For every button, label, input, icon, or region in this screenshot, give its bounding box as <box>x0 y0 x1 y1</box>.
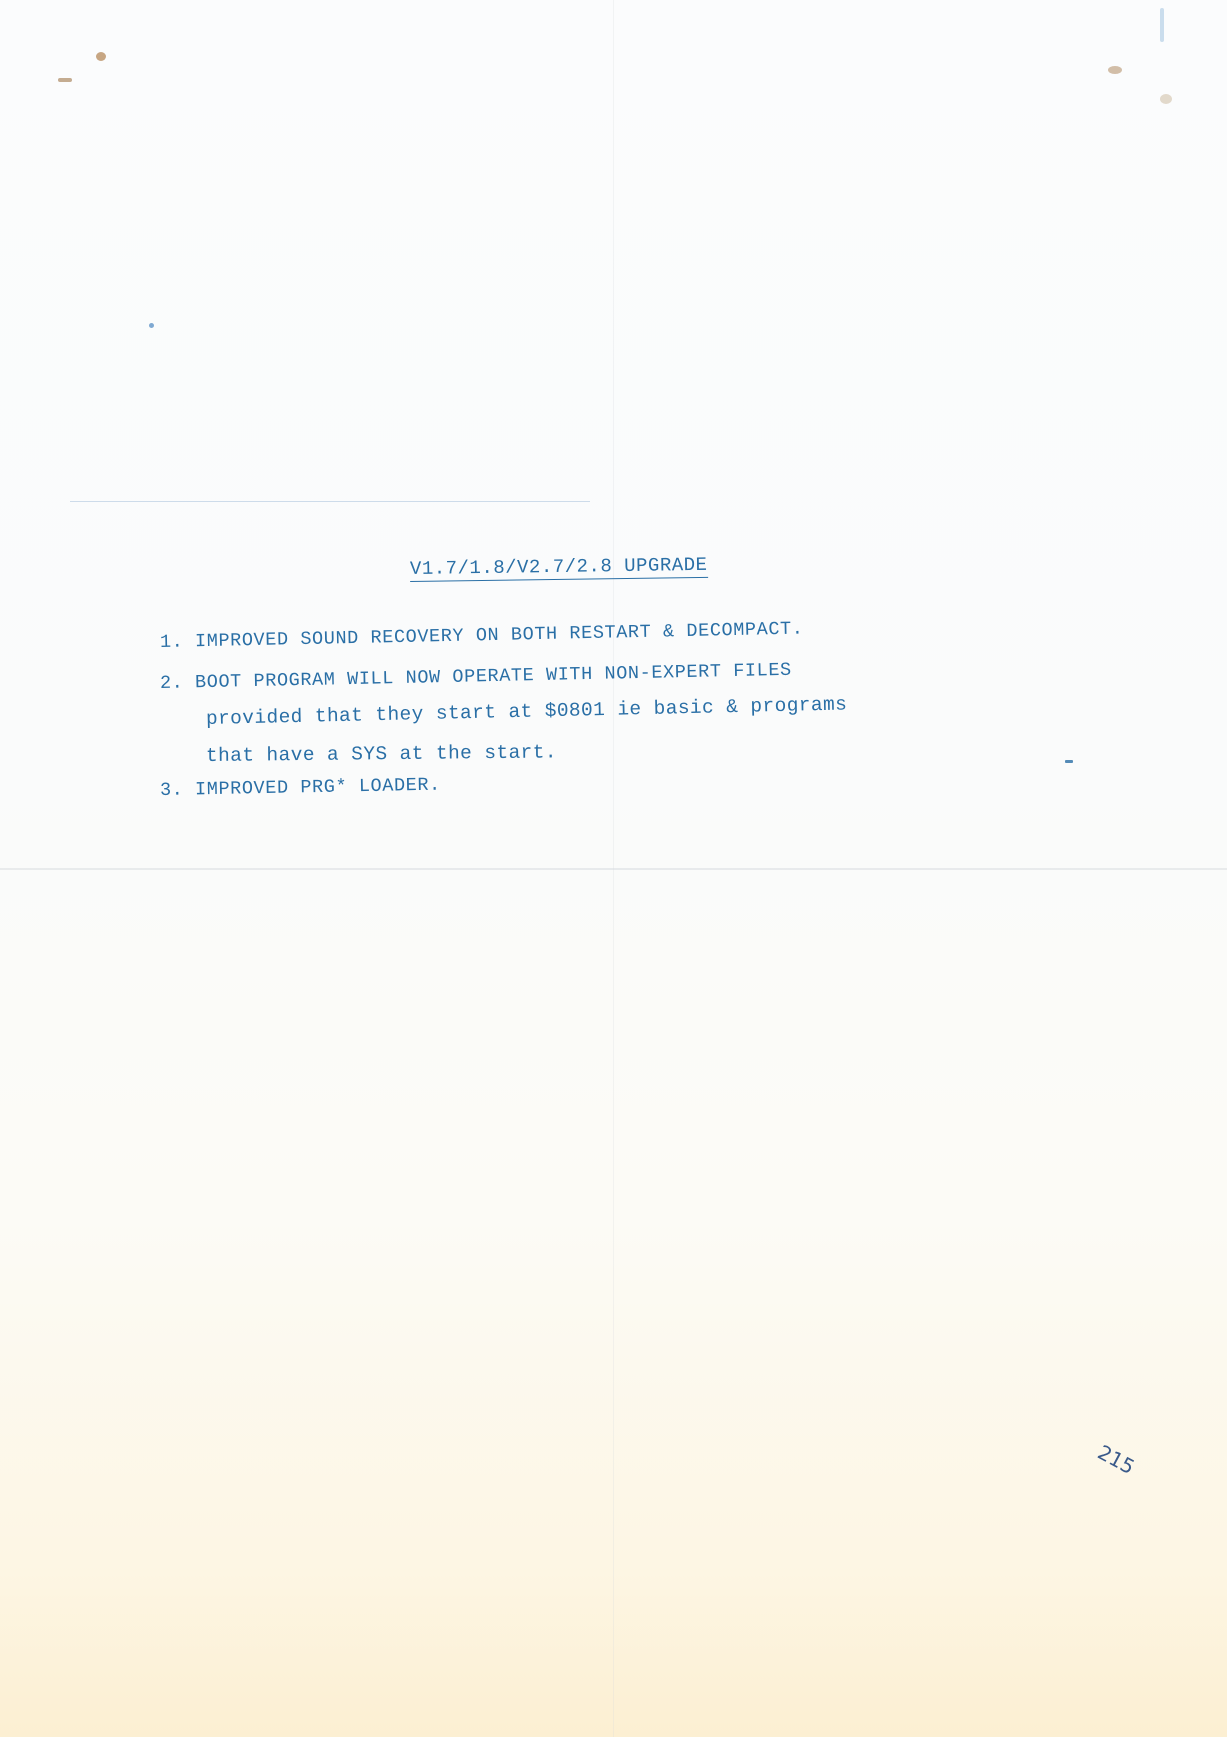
notice-item-3: 3. IMPROVED PRG* LOADER. <box>159 774 441 801</box>
paper-stain <box>1160 94 1172 104</box>
paper-stain <box>58 78 72 82</box>
notice-item-2: 2. BOOT PROGRAM WILL NOW OPERATE WITH NON-EXPERT FILES <box>159 659 792 694</box>
paper-stain <box>96 52 106 61</box>
handwritten-note: 215 <box>1093 1440 1139 1480</box>
ink-speck <box>1065 760 1073 763</box>
notice-item-2-continuation: that have a SYS at the start. <box>205 741 558 767</box>
notice-item-2-continuation: provided that they start at $0801 ie basic & programs <box>205 693 848 730</box>
ink-speck <box>1160 8 1164 42</box>
notice-title: V1.7/1.8/V2.7/2.8 UPGRADE <box>409 553 708 580</box>
notice-item-1: 1. IMPROVED SOUND RECOVERY ON BOTH RESTART & DECOMPACT. <box>159 618 804 653</box>
scan-artifact-line <box>70 501 590 502</box>
page-fold-line-vertical <box>613 0 614 1737</box>
paper-stain <box>1108 66 1122 74</box>
ink-speck <box>149 323 154 328</box>
